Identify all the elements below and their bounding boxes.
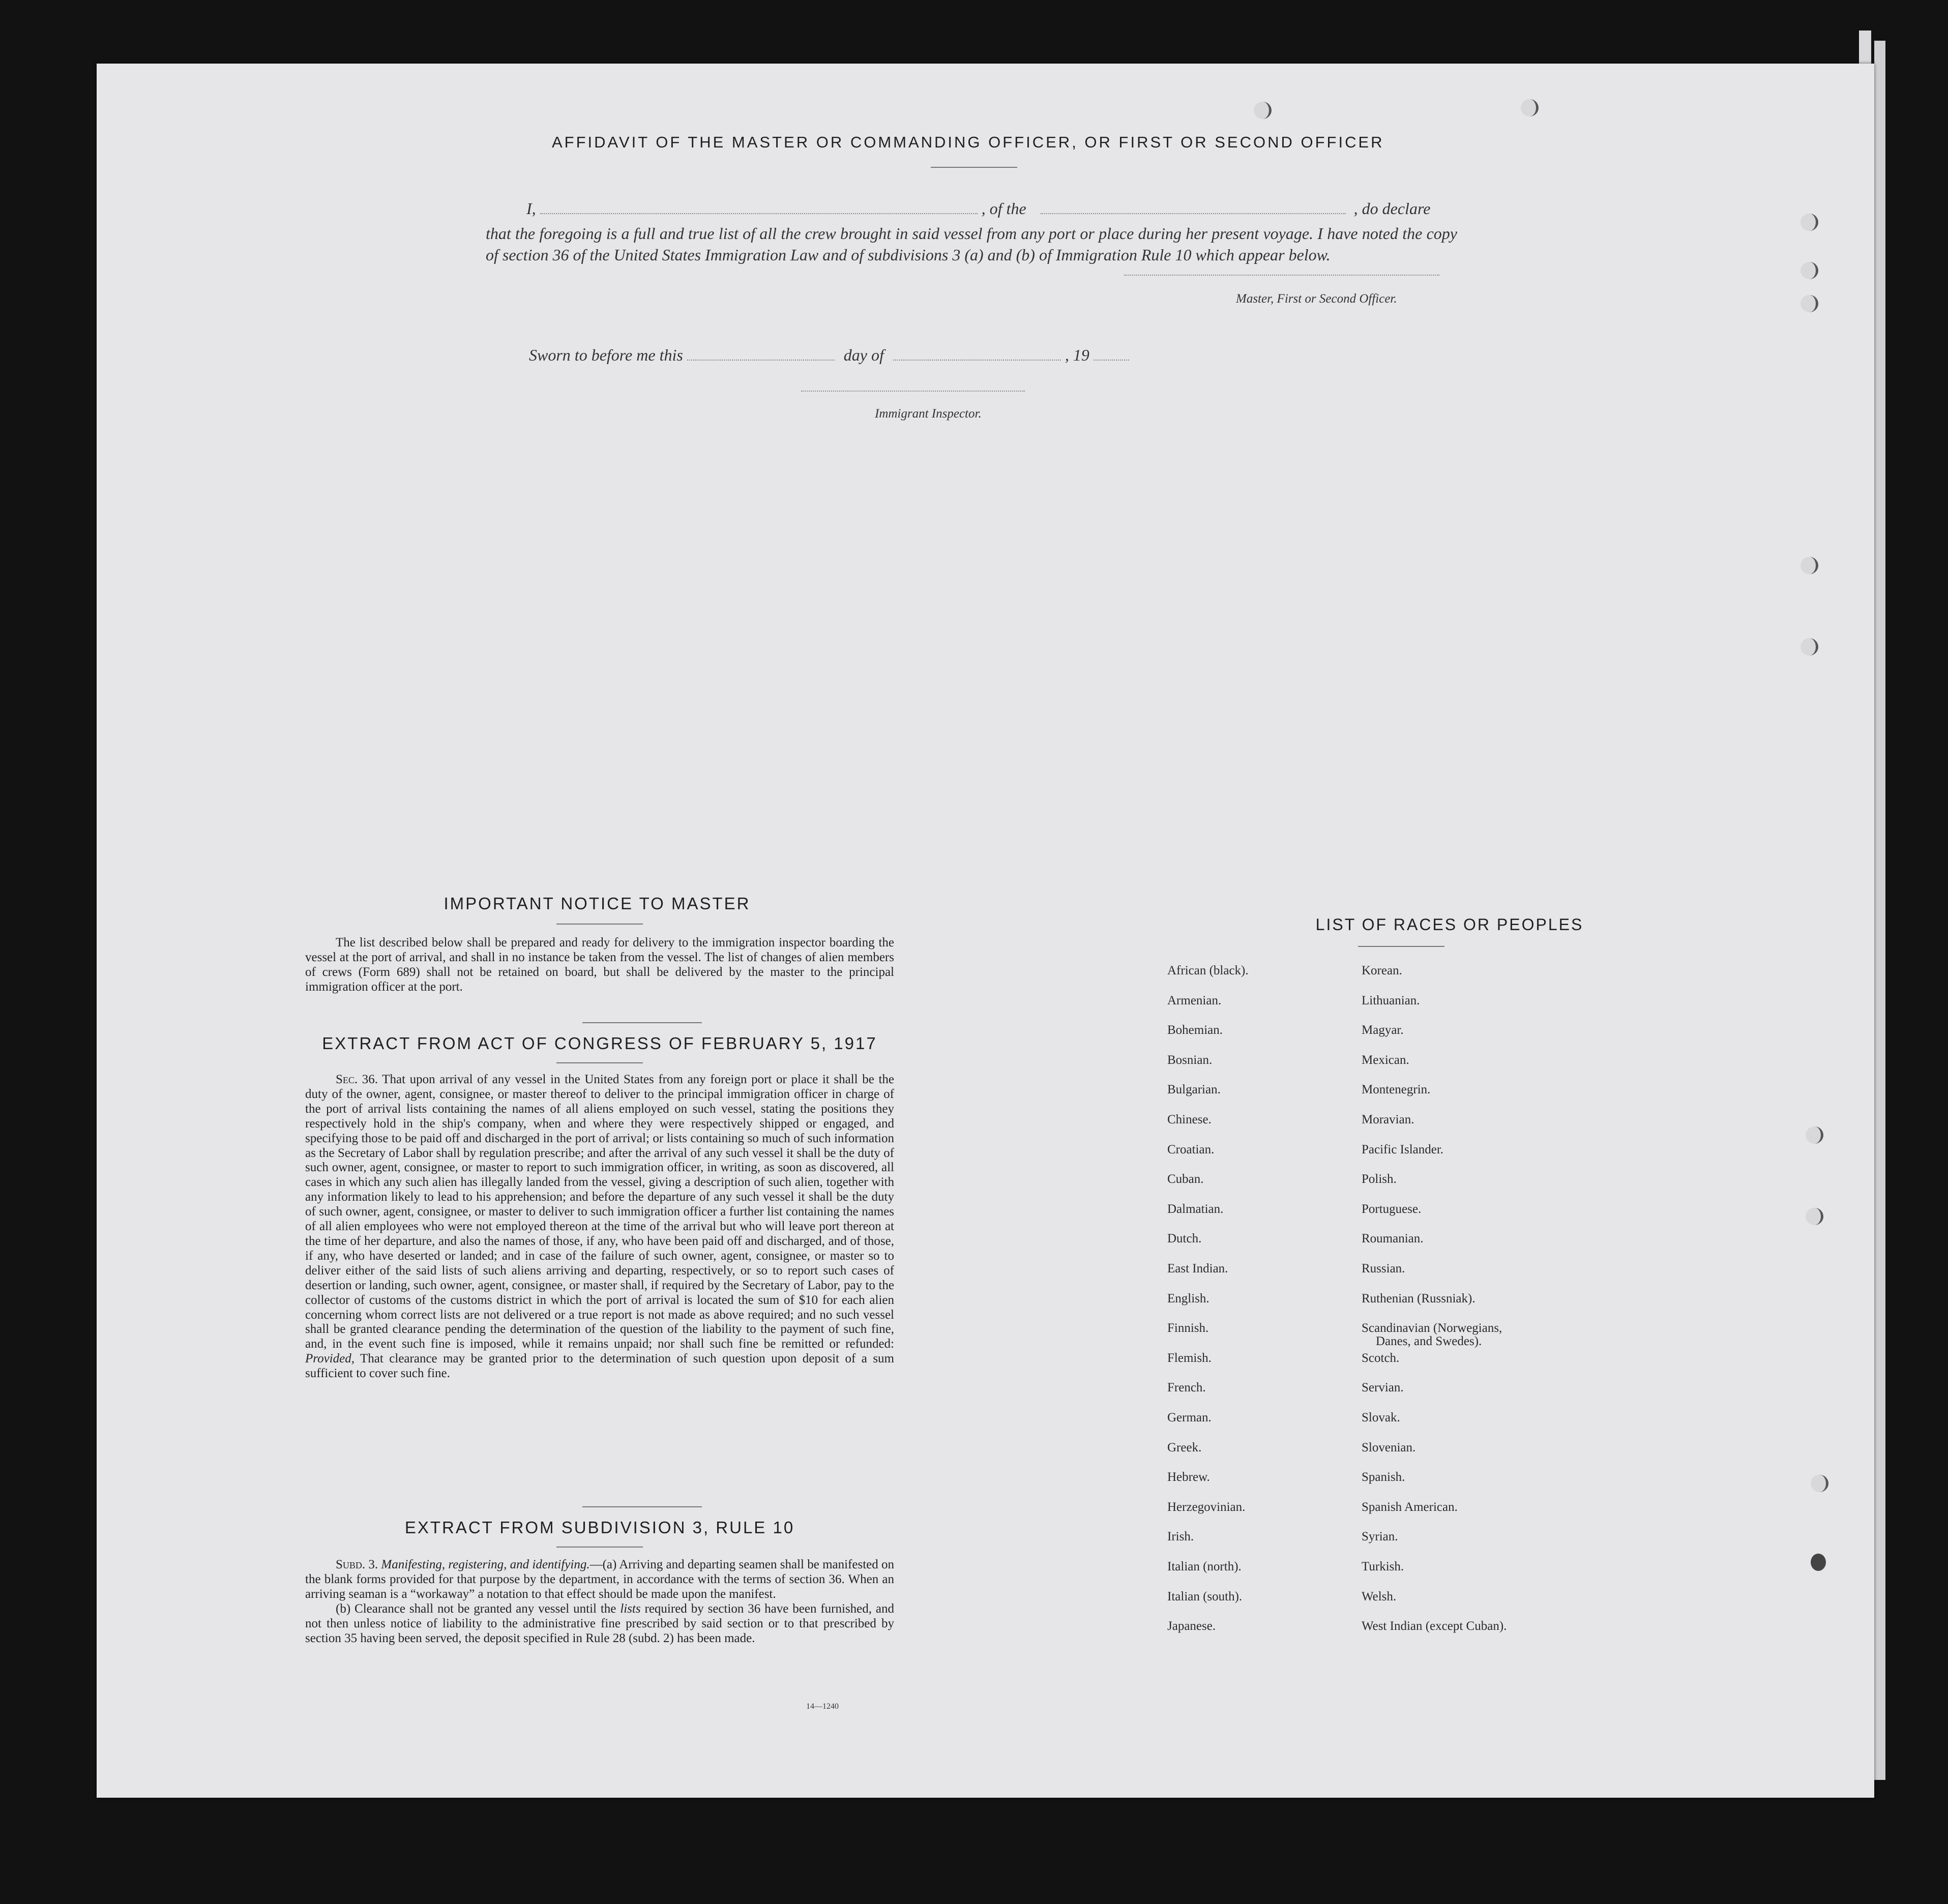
officer-signature-label: Master, First or Second Officer. xyxy=(1236,292,1397,306)
race-item: Spanish. xyxy=(1362,1470,1405,1484)
punch-hole xyxy=(1801,638,1818,656)
rule-extract-para-b xyxy=(305,1602,894,1646)
race-item: Moravian. xyxy=(1362,1113,1414,1126)
punch-hole xyxy=(1254,102,1272,119)
act-extract-section xyxy=(305,1034,894,1381)
para-a-text: —(a) Arriving and departing seamen shall be manifested on the blank forms provided for that purpose by the department, in accordance with the terms of section 36. When an arriving seaman is a “workaway” a notation to that effect should be made upon the manifest. xyxy=(305,1558,895,1601)
race-item: Slovenian. xyxy=(1362,1440,1416,1454)
race-item: German. xyxy=(1167,1411,1212,1424)
races-title: LIST OF RACES OR PEOPLES xyxy=(1315,915,1584,934)
race-item: Spanish American. xyxy=(1362,1500,1458,1514)
sworn-prefix: Sworn to before me this xyxy=(529,346,683,364)
races-title-rule xyxy=(1358,946,1444,947)
punch-hole xyxy=(1801,262,1818,279)
race-item: Italian (south). xyxy=(1167,1589,1243,1603)
punch-hole xyxy=(1806,1126,1823,1144)
punch-hole xyxy=(1801,295,1818,312)
race-item: Chinese. xyxy=(1167,1113,1212,1126)
officer-name-field[interactable] xyxy=(540,213,978,214)
act-extract-body xyxy=(305,1073,894,1381)
affidavit-of-the-label: , of the xyxy=(981,199,1026,218)
punch-hole xyxy=(1806,1208,1823,1225)
act-body-text: That upon arrival of any vessel in the United States from any foreign port or place it shall be the duty of the owner, agent, consignee, or master thereof to deliver to the principal immigration officer in charge of the port of arrival lists containing the names of all aliens employed on such vessel, stating the positions they respectively hold in the ship's company, when and where they were respectively shipped or engaged, and specifying those to be paid off and discharged in the port of arrival; or lists containing so much of such information as the Secretary of Labor shall by regulation prescribe; and after the arrival of any such vessel it shall be the duty of such owner, agent, consignee, or master to report to such immigration officer, in writing, as soon as discovered, all cases in which any such alien has illegally landed from the vessel, giving a description of such alien, together with any information likely to lead to his apprehension; and before the departure of any such vessel it shall be the duty of such owner, agent, consignee, or master to deliver to such immigration officer a further list containing the names of all alien employees who were not employed thereon at the time of the arrival but who will leave port thereon at the time of her departure, and also the names of those, if any, who have been paid off and discharged, and of those, if any, who have deserted or landed; and in case of the failure of such owner, agent, consignee, or master so to deliver either of the said lists of such aliens arriving and departing, respectively, or so to report such cases of desertion or landing, such owner, agent, consignee, or master shall, if required by the Secretary of Labor, pay to the collector of customs of the customs district in which the port of arrival is located the sum of $10 for each alien concerning whom correct lists are not delivered or a true report is not made as above required; and no such vessel shall be granted clearance pending the determination of the question of the liability to the payment of such fine, and, in the event such fine is imposed, while it remains unpaid; nor shall such fine be remitted or refunded: xyxy=(305,1073,894,1351)
rule-extract-section xyxy=(305,1518,894,1646)
race-item: French. xyxy=(1167,1381,1206,1395)
subd-title: Manifesting, registering, and identifying. xyxy=(381,1558,590,1571)
race-item: Scotch. xyxy=(1362,1351,1400,1365)
race-item: Dalmatian. xyxy=(1167,1202,1224,1216)
sworn-day-of: day of xyxy=(843,346,884,364)
race-item: Turkish. xyxy=(1362,1560,1404,1573)
section-divider xyxy=(582,1506,702,1507)
race-item: Korean. xyxy=(1362,964,1402,977)
affidavit-declare-label: , do declare xyxy=(1353,199,1431,218)
race-item: English. xyxy=(1167,1291,1209,1305)
punch-hole xyxy=(1521,99,1539,116)
act-extract-title-rule xyxy=(556,1062,643,1063)
act-body-end: That clearance may be granted prior to the determination of such question upon deposit of a sum sufficient to cover such fine. xyxy=(305,1352,894,1381)
subd-label: Subd. 3. xyxy=(336,1558,378,1571)
punch-hole xyxy=(1801,214,1818,231)
race-item: Syrian. xyxy=(1362,1530,1398,1544)
rule-extract-title-rule xyxy=(556,1546,643,1548)
race-item: Slovak. xyxy=(1362,1411,1400,1424)
act-extract-title: EXTRACT FROM ACT OF CONGRESS OF FEBRUARY 5, 1917 xyxy=(322,1034,877,1053)
provided-word: Provided, xyxy=(305,1352,355,1366)
race-item: Lithuanian. xyxy=(1362,993,1420,1007)
vessel-name-field[interactable] xyxy=(1041,213,1346,214)
race-item: Magyar. xyxy=(1362,1023,1404,1037)
race-item: Armenian. xyxy=(1167,993,1222,1007)
race-item: Irish. xyxy=(1167,1530,1194,1544)
race-item: Greek. xyxy=(1167,1440,1202,1454)
race-item: Pacific Islander. xyxy=(1362,1142,1444,1156)
section-label: Sec. 36. xyxy=(336,1073,378,1086)
para-b-start: (b) Clearance shall not be granted any vessel until the xyxy=(336,1601,616,1616)
race-item: Polish. xyxy=(1362,1172,1397,1186)
punch-hole xyxy=(1801,557,1818,574)
race-item: Portuguese. xyxy=(1362,1202,1422,1216)
underlying-sheet-edge xyxy=(1874,41,1885,1780)
rule-extract-para-a xyxy=(305,1558,894,1602)
race-item: Croatian. xyxy=(1167,1142,1215,1156)
affidavit-body: that the foregoing is a full and true list of all the crew brought in said vessel from any port or place during her present voyage. I have noted the copy of section 36 of the United States Immigration Law and of subdivisions 3 (a) and (b) of Immigration Rule 10 which appear below. xyxy=(486,224,1457,264)
race-item: Cuban. xyxy=(1167,1172,1204,1186)
para-b-lists: lists xyxy=(620,1601,641,1616)
affidavit-title-rule xyxy=(931,167,1017,168)
race-item: Bosnian. xyxy=(1167,1053,1213,1067)
race-item: Hebrew. xyxy=(1167,1470,1210,1484)
notice-title: IMPORTANT NOTICE TO MASTER xyxy=(444,894,751,913)
affidavit-declaration-line xyxy=(526,199,1430,218)
officer-signature-field[interactable] xyxy=(1124,275,1439,276)
sworn-month-field[interactable] xyxy=(893,360,1061,361)
section-divider xyxy=(582,1022,702,1023)
race-item: Scandinavian (Norwegians, xyxy=(1362,1321,1502,1335)
sworn-day-field[interactable] xyxy=(687,360,835,361)
notice-body: The list described below shall be prepared and ready for delivery to the immigration inspector boarding the vessel at the port of arrival, and shall in no instance be taken from the vessel. The list of changes of alien members of crews (Form 689) shall not be retained on board, but shall be delivered by the master to the principal immigration officer at the port. xyxy=(305,936,894,994)
race-item: Finnish. xyxy=(1167,1321,1209,1335)
sworn-year-field[interactable] xyxy=(1094,360,1129,361)
affidavit-i-label: I, xyxy=(526,199,536,218)
race-item: African (black). xyxy=(1167,964,1249,977)
form-number: 14—1240 xyxy=(806,1702,839,1711)
race-item: Dutch. xyxy=(1167,1232,1202,1246)
inspector-signature-field[interactable] xyxy=(801,391,1025,392)
race-item: Montenegrin. xyxy=(1362,1083,1431,1097)
rule-extract-title: EXTRACT FROM SUBDIVISION 3, RULE 10 xyxy=(404,1518,795,1537)
race-item: Bulgarian. xyxy=(1167,1083,1221,1097)
race-item: Italian (north). xyxy=(1167,1560,1242,1573)
affidavit-title: AFFIDAVIT OF THE MASTER OR COMMANDING OFFICER, OR FIRST OR SECOND OFFICER xyxy=(552,133,1384,151)
punch-hole xyxy=(1811,1554,1826,1571)
race-item: Servian. xyxy=(1362,1381,1404,1395)
sworn-line xyxy=(529,346,1129,365)
race-item: Flemish. xyxy=(1167,1351,1212,1365)
notice-section xyxy=(305,894,894,995)
inspector-signature-label: Immigrant Inspector. xyxy=(875,407,982,421)
race-item: East Indian. xyxy=(1167,1262,1228,1275)
race-item: Ruthenian (Russniak). xyxy=(1362,1291,1475,1305)
race-item: Herzegovinian. xyxy=(1167,1500,1246,1514)
punch-hole xyxy=(1811,1475,1828,1492)
race-item: Japanese. xyxy=(1167,1619,1216,1633)
race-item: West Indian (except Cuban). xyxy=(1362,1619,1507,1633)
race-item: Roumanian. xyxy=(1362,1232,1424,1246)
notice-title-rule xyxy=(556,924,643,925)
para-b-end: required by section 36 have been furnished, and not then unless notice of liability to the administrative fine prescribed by said section or to that prescribed by section 35 having been served, the deposit specified in Rule 28 (subd. 2) has been made. xyxy=(305,1601,895,1645)
sworn-year: , 19 xyxy=(1065,346,1089,364)
race-item: Welsh. xyxy=(1362,1589,1397,1603)
race-item: Bohemian. xyxy=(1167,1023,1223,1037)
race-item: Danes, and Swedes). xyxy=(1376,1334,1482,1349)
race-item: Russian. xyxy=(1362,1262,1405,1275)
race-item: Mexican. xyxy=(1362,1053,1409,1067)
